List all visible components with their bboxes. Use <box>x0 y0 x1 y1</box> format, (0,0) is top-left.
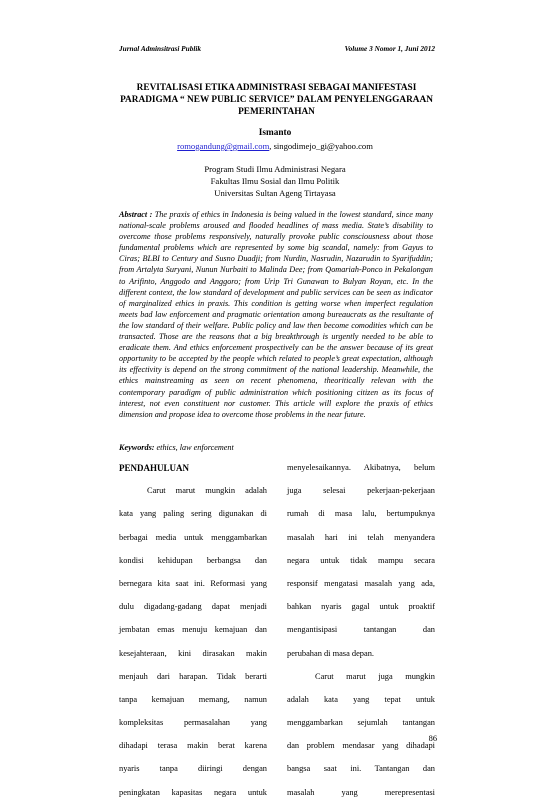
body-line: responsif mengatasi masalah yang ada, <box>287 578 435 588</box>
email-secondary: , singodimejo_gi@yahoo.com <box>269 141 373 151</box>
body-line: kompleksitas permasalahan yang <box>119 718 267 728</box>
keywords-text: ethics, law enforcement <box>154 443 234 452</box>
page-number: 86 <box>428 734 437 743</box>
body-line: jembatan emas menuju kemajuan dan <box>119 625 267 635</box>
body-line: bahkan nyaris gagal untuk proaktif <box>287 602 435 612</box>
keywords-label: Keywords: <box>119 443 155 452</box>
body-line: dihadapi terasa makin berat karena <box>119 741 267 751</box>
section-heading: PENDAHULUAN <box>119 463 190 473</box>
affiliation-line: Fakultas Ilmu Sosial dan Ilmu Politik <box>210 176 340 186</box>
body-line: dulu digadang-gadang dapat menjadi <box>119 602 267 612</box>
article-title <box>104 82 449 118</box>
body-line: juga selesai pekerjaan-pekerjaan <box>287 486 435 496</box>
abstract-label: Abstract : <box>119 210 153 219</box>
affiliation <box>100 163 450 199</box>
body-line: masalah hari ini telah menyandera <box>287 532 435 542</box>
affiliation-line: Universitas Sultan Ageng Tirtayasa <box>214 188 336 198</box>
author-emails <box>100 141 450 151</box>
body-line: bernegara kita saat ini. Reformasi yang <box>119 578 267 588</box>
abstract-text: The praxis of ethics in Indonesia is being valued in the lowest standard, since many national-scale problems aroused and flooded headlines of mass media. State’s disability to overcome those problems responsively, naturally provoke public consciousness about those fundamental problems which are represented by some big scandal, namely: from Gayus to Ciras; BLBI to Century and Susno Duadji; from Nurdin, Nasrudin, Nazarudin to Syarifuddin; from Artalyta Suryani, Nunun Nurbaiti to Malinda Dee; from Qomariah-Ponco in Pekalongan to Arifinto, Anggodo and Anggoro; from Urip Tri Gunawan to Bulyan Royan, etc. In the different context, the low standard of development and public services can be seen as indicator of marginalized ethics in praxis. This condition is getting worse when imperfect regulation meets bad law enforcement and pragmatic orientation among bureaucrats as the resultante of the low standard of their welfare. Public policy and law then become comodities which can be transacted. Those are the reasons that a big breakthrough is urgently needed to be able to eradicate them. And ethics enforcement prospectively can be the answer because of its great opportunity to be accepted by the people which related to people’s great expectation, although its effectivity is depend on the strong commitment of the national leadership. Meanwhile, the ethics mainstreaming as seen on recent phenomena, theoritically relevan with the contemporary paradigm of public administration which positioning citizen as its focus of interest, not even constituent nor customer. This article will explore the praxis of ethics dimension and propose idea to overcome those problems in the near future. <box>119 210 433 419</box>
body-line: Carut marut mungkin adalah <box>147 486 267 496</box>
body-line: adalah kata yang tepat untuk <box>287 694 435 704</box>
abstract <box>119 209 433 420</box>
title-line: REVITALISASI ETIKA ADMINISTRASI SEBAGAI MANIFESTASI <box>136 83 417 93</box>
body-column-right <box>287 462 435 810</box>
body-line: perubahan di masa depan. <box>287 648 374 658</box>
body-line: menyelesaikannya. Akibatnya, belum <box>287 463 435 472</box>
body-column-left <box>119 462 267 810</box>
body-line: menjauh dari harapan. Tidak berarti <box>119 671 267 681</box>
body-line: negara untuk tidak mampu secara <box>287 555 435 565</box>
affiliation-line: Program Studi Ilmu Administrasi Negara <box>204 164 346 174</box>
keywords <box>119 443 433 452</box>
title-line: PEMERINTAHAN <box>238 107 315 117</box>
body-line: bangsa saat ini. Tantangan dan <box>287 764 435 774</box>
body-line: dan problem mendasar yang dihadapi <box>287 741 435 751</box>
title-line: PARADIGMA “ NEW PUBLIC SERVICE” DALAM PENYELENGGARAAN <box>120 95 433 105</box>
author-name: Ismanto <box>258 128 292 138</box>
body-line: tanpa kemajuan memang, namun <box>119 694 267 704</box>
body-line: kesejahteraan, kini dirasakan makin <box>119 648 267 658</box>
body-line: kata yang paling sering digunakan di <box>119 509 267 519</box>
body-line: peningkatan kapasitas negara untuk <box>119 787 267 797</box>
volume-info: Volume 3 Nomor 1, Juni 2012 <box>344 44 435 53</box>
body-line: masalah yang merepresentasi <box>287 787 435 797</box>
body-line: Carut marut juga mungkin <box>315 671 435 681</box>
body-line: berbagai media untuk menggambarkan <box>119 532 267 542</box>
body-line: nyaris tanpa diiringi dengan <box>119 764 267 774</box>
body-line: rumah di masa lalu, bertumpuknya <box>287 509 435 519</box>
journal-name: Jurnal Adminsitrasi Publik <box>119 44 202 53</box>
body-line: mengantisipasi tantangan dan <box>287 625 435 635</box>
body-line: kondisi kehidupan berbangsa dan <box>119 555 267 565</box>
running-head <box>119 44 435 53</box>
email-link[interactable]: romogandung@gmail.com <box>177 141 270 151</box>
body-line: menggambarkan sejumlah tantangan <box>287 718 435 728</box>
